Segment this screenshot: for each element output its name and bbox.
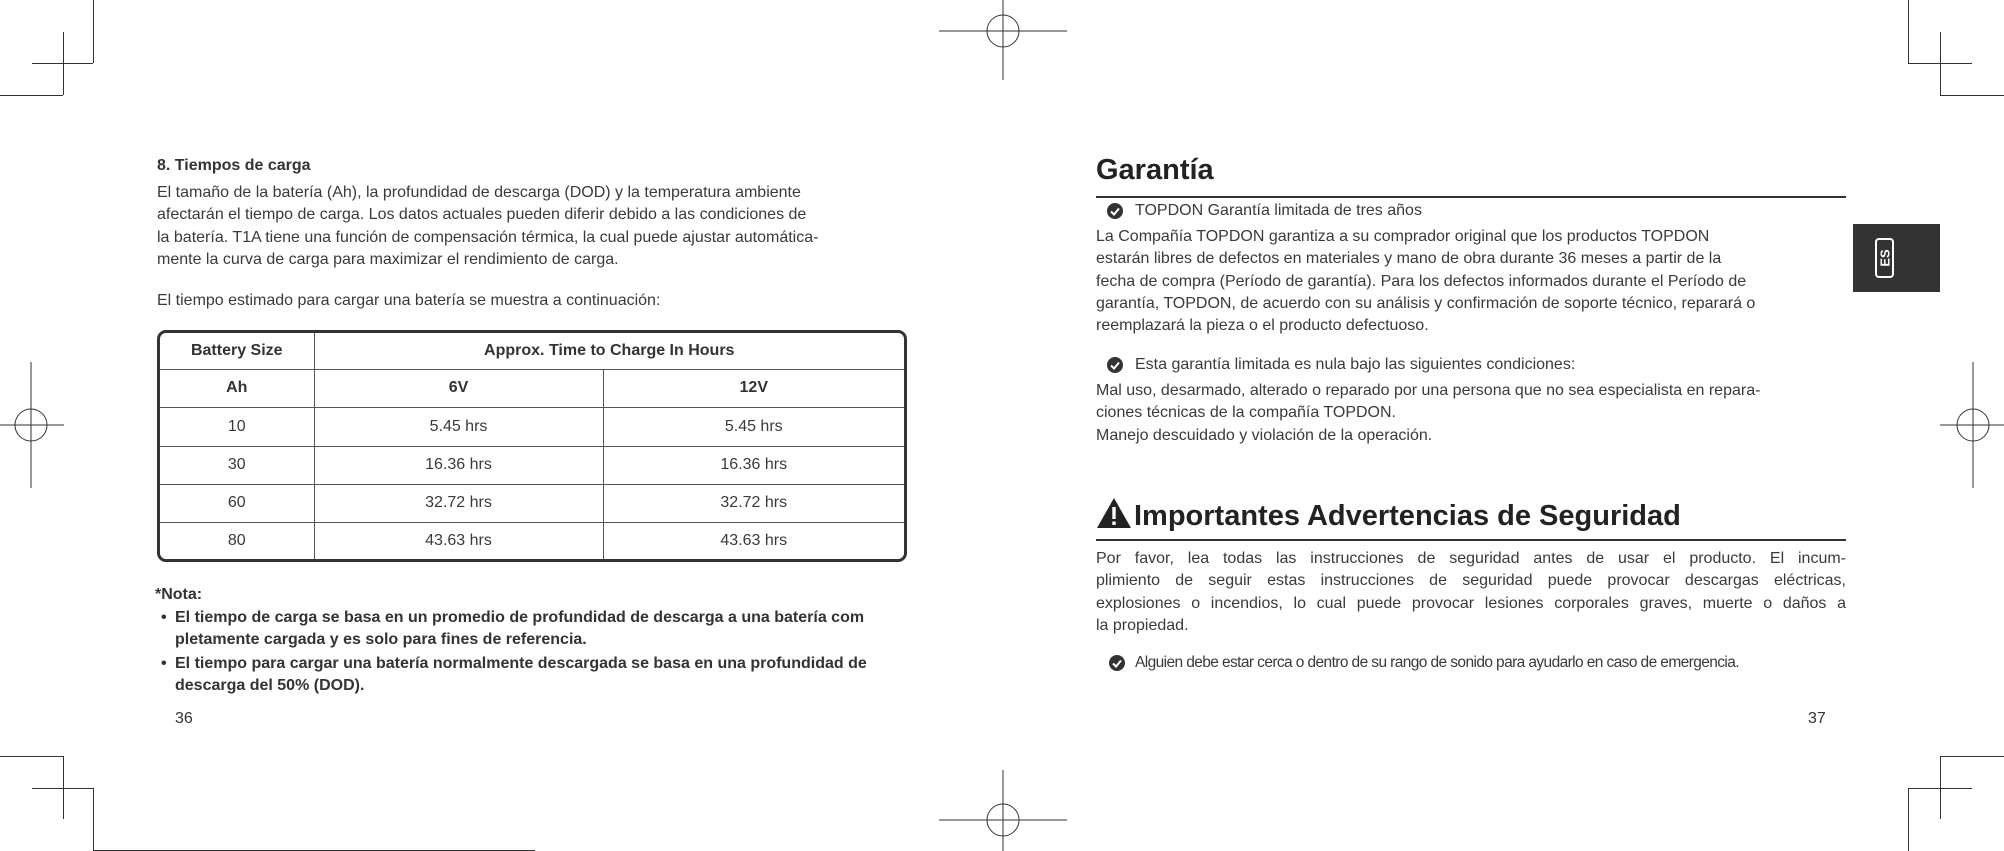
title-rule xyxy=(1096,539,1846,541)
cell-ah: 80 xyxy=(160,522,314,559)
cell-12v: 16.36 hrs xyxy=(603,446,904,484)
text-line: plimiento de seguir estas instrucciones de seguridad puede provocar descargas eléctricas, xyxy=(1096,572,1846,590)
void-item xyxy=(1106,356,1575,374)
text-line: mente la curva de carga para maximizar el rendimiento de carga. xyxy=(157,250,619,268)
estimate-text xyxy=(157,290,660,312)
text-line: ciones técnicas de la compañía TOPDON. xyxy=(1096,404,1396,422)
registration-mark xyxy=(0,362,64,488)
cell-ah: 10 xyxy=(160,407,314,446)
void-paragraph xyxy=(1096,380,1760,447)
left-page xyxy=(155,0,915,851)
table-header-battery-size: Battery Size xyxy=(160,333,314,369)
title-rule xyxy=(1096,196,1846,198)
table-subheader-12v: 12V xyxy=(603,369,904,407)
void-item-text: Esta garantía limitada es nula bajo las siguientes condiciones: xyxy=(1135,356,1576,373)
table-subheader-ah: Ah xyxy=(160,369,314,407)
warranty-item-text: TOPDON Garantía limitada de tres años xyxy=(1135,202,1422,219)
note-title: *Nota: xyxy=(155,586,203,603)
text-line: Manejo descuidado y violación de la operación. xyxy=(1096,426,1433,444)
check-circle-icon xyxy=(1106,356,1124,374)
cell-ah: 30 xyxy=(160,446,314,484)
crop-mark xyxy=(1908,788,1909,851)
table-header-charge-time: Approx. Time to Charge In Hours xyxy=(314,333,904,369)
list-item xyxy=(155,653,915,698)
cell-6v: 16.36 hrs xyxy=(314,446,603,484)
warranty-item xyxy=(1106,202,1422,220)
crop-mark xyxy=(0,95,63,96)
table-row xyxy=(160,407,904,446)
text-line: Mal uso, desarmado, alterado o reparado por una persona que no sea especialista en repara- xyxy=(1096,382,1761,399)
safety-title-text: Importantes Advertencias de Seguridad xyxy=(1134,500,1681,532)
registration-mark xyxy=(1940,362,2004,488)
page-number: 36 xyxy=(175,710,193,727)
text-line: afectarán el tiempo de carga. Los datos actuales pueden diferir debido a las condiciones de xyxy=(157,206,807,224)
warning-icon xyxy=(1096,497,1132,529)
cell-6v: 43.63 hrs xyxy=(314,522,603,559)
crop-mark xyxy=(1908,63,1972,64)
safety-paragraph xyxy=(1096,548,1846,637)
crop-mark xyxy=(1908,0,1909,63)
text-line: la batería. T1A tiene una función de compensación térmica, la cual puede ajustar automática- xyxy=(157,228,819,246)
registration-mark xyxy=(939,770,1067,851)
intro-paragraph xyxy=(157,182,818,271)
check-circle-icon xyxy=(1106,202,1124,220)
language-tab-label: ES xyxy=(1877,249,1892,267)
crop-mark xyxy=(0,756,63,757)
warranty-title: Garantía xyxy=(1096,154,1214,186)
section-heading: 8. Tiempos de carga xyxy=(157,157,311,174)
bullet-icon: • xyxy=(161,609,167,626)
crop-mark xyxy=(1940,756,2004,757)
text-line: El tiempo estimado para cargar una batería se muestra a continuación: xyxy=(157,292,661,309)
bullet-icon: • xyxy=(161,654,167,672)
text-line: estarán libres de defectos en materiales y mano de obra durante 36 meses a partir de la xyxy=(1096,250,1722,268)
safety-item-text: Alguien debe estar cerca o dentro de su rango de sonido para ayudarlo en caso de emergencia. xyxy=(1135,654,1739,671)
text-line: explosiones o incendios, lo cual puede provocar lesiones corporales graves, muerte o daños a xyxy=(1096,594,1846,612)
text-line: descarga del 50% (DOD). xyxy=(175,676,365,694)
text-line: fecha de compra (Período de garantía). Para los defectos informados durante el Período de xyxy=(1096,272,1747,290)
crop-mark xyxy=(1940,95,2004,96)
text-line: Por favor, lea todas las instrucciones de seguridad antes de usar el producto. El incum- xyxy=(1096,550,1846,567)
cell-ah: 60 xyxy=(160,484,314,522)
crop-mark xyxy=(93,0,94,63)
safety-item xyxy=(1108,654,1739,672)
text-line: pletamente cargada y es solo para fines de referencia. xyxy=(175,631,587,649)
crop-mark xyxy=(1908,788,1972,789)
note-list xyxy=(155,607,915,698)
cell-6v: 32.72 hrs xyxy=(314,484,603,522)
registration-mark xyxy=(939,0,1067,80)
text-line: El tiempo para cargar una batería normalmente descargada se basa en una profundidad de xyxy=(175,654,867,672)
list-item xyxy=(155,607,915,652)
text-line: la propiedad. xyxy=(1096,616,1189,634)
right-page xyxy=(1096,0,1846,851)
text-line: reemplazará la pieza o el producto defectuoso. xyxy=(1096,317,1429,335)
text-line: El tiempo de carga se basa en un promedio de profundidad de descarga a una batería com xyxy=(175,609,865,626)
text-line: garantía, TOPDON, de acuerdo con su análisis y confirmación de soporte técnico, reparará o xyxy=(1096,294,1756,312)
crop-mark xyxy=(93,788,94,851)
warranty-paragraph xyxy=(1096,226,1755,337)
safety-title xyxy=(1096,497,1681,533)
table-row xyxy=(160,522,904,559)
cell-12v: 32.72 hrs xyxy=(603,484,904,522)
cell-6v: 5.45 hrs xyxy=(314,407,603,446)
charge-time-table xyxy=(157,330,907,562)
text-line: La Compañía TOPDON garantiza a su comprador original que los productos TOPDON xyxy=(1096,228,1710,245)
table-subheader-6v: 6V xyxy=(314,369,603,407)
cell-12v: 43.63 hrs xyxy=(603,522,904,559)
language-tab-box xyxy=(1875,238,1894,278)
table-row xyxy=(160,446,904,484)
check-circle-icon xyxy=(1108,654,1126,672)
table-row xyxy=(160,484,904,522)
language-tab xyxy=(1853,224,1940,292)
page-number: 37 xyxy=(1808,710,1826,727)
crop-mark xyxy=(32,788,93,789)
cell-12v: 5.45 hrs xyxy=(603,407,904,446)
crop-mark xyxy=(32,63,93,64)
text-line: El tamaño de la batería (Ah), la profundidad de descarga (DOD) y la temperatura ambiente xyxy=(157,184,801,201)
